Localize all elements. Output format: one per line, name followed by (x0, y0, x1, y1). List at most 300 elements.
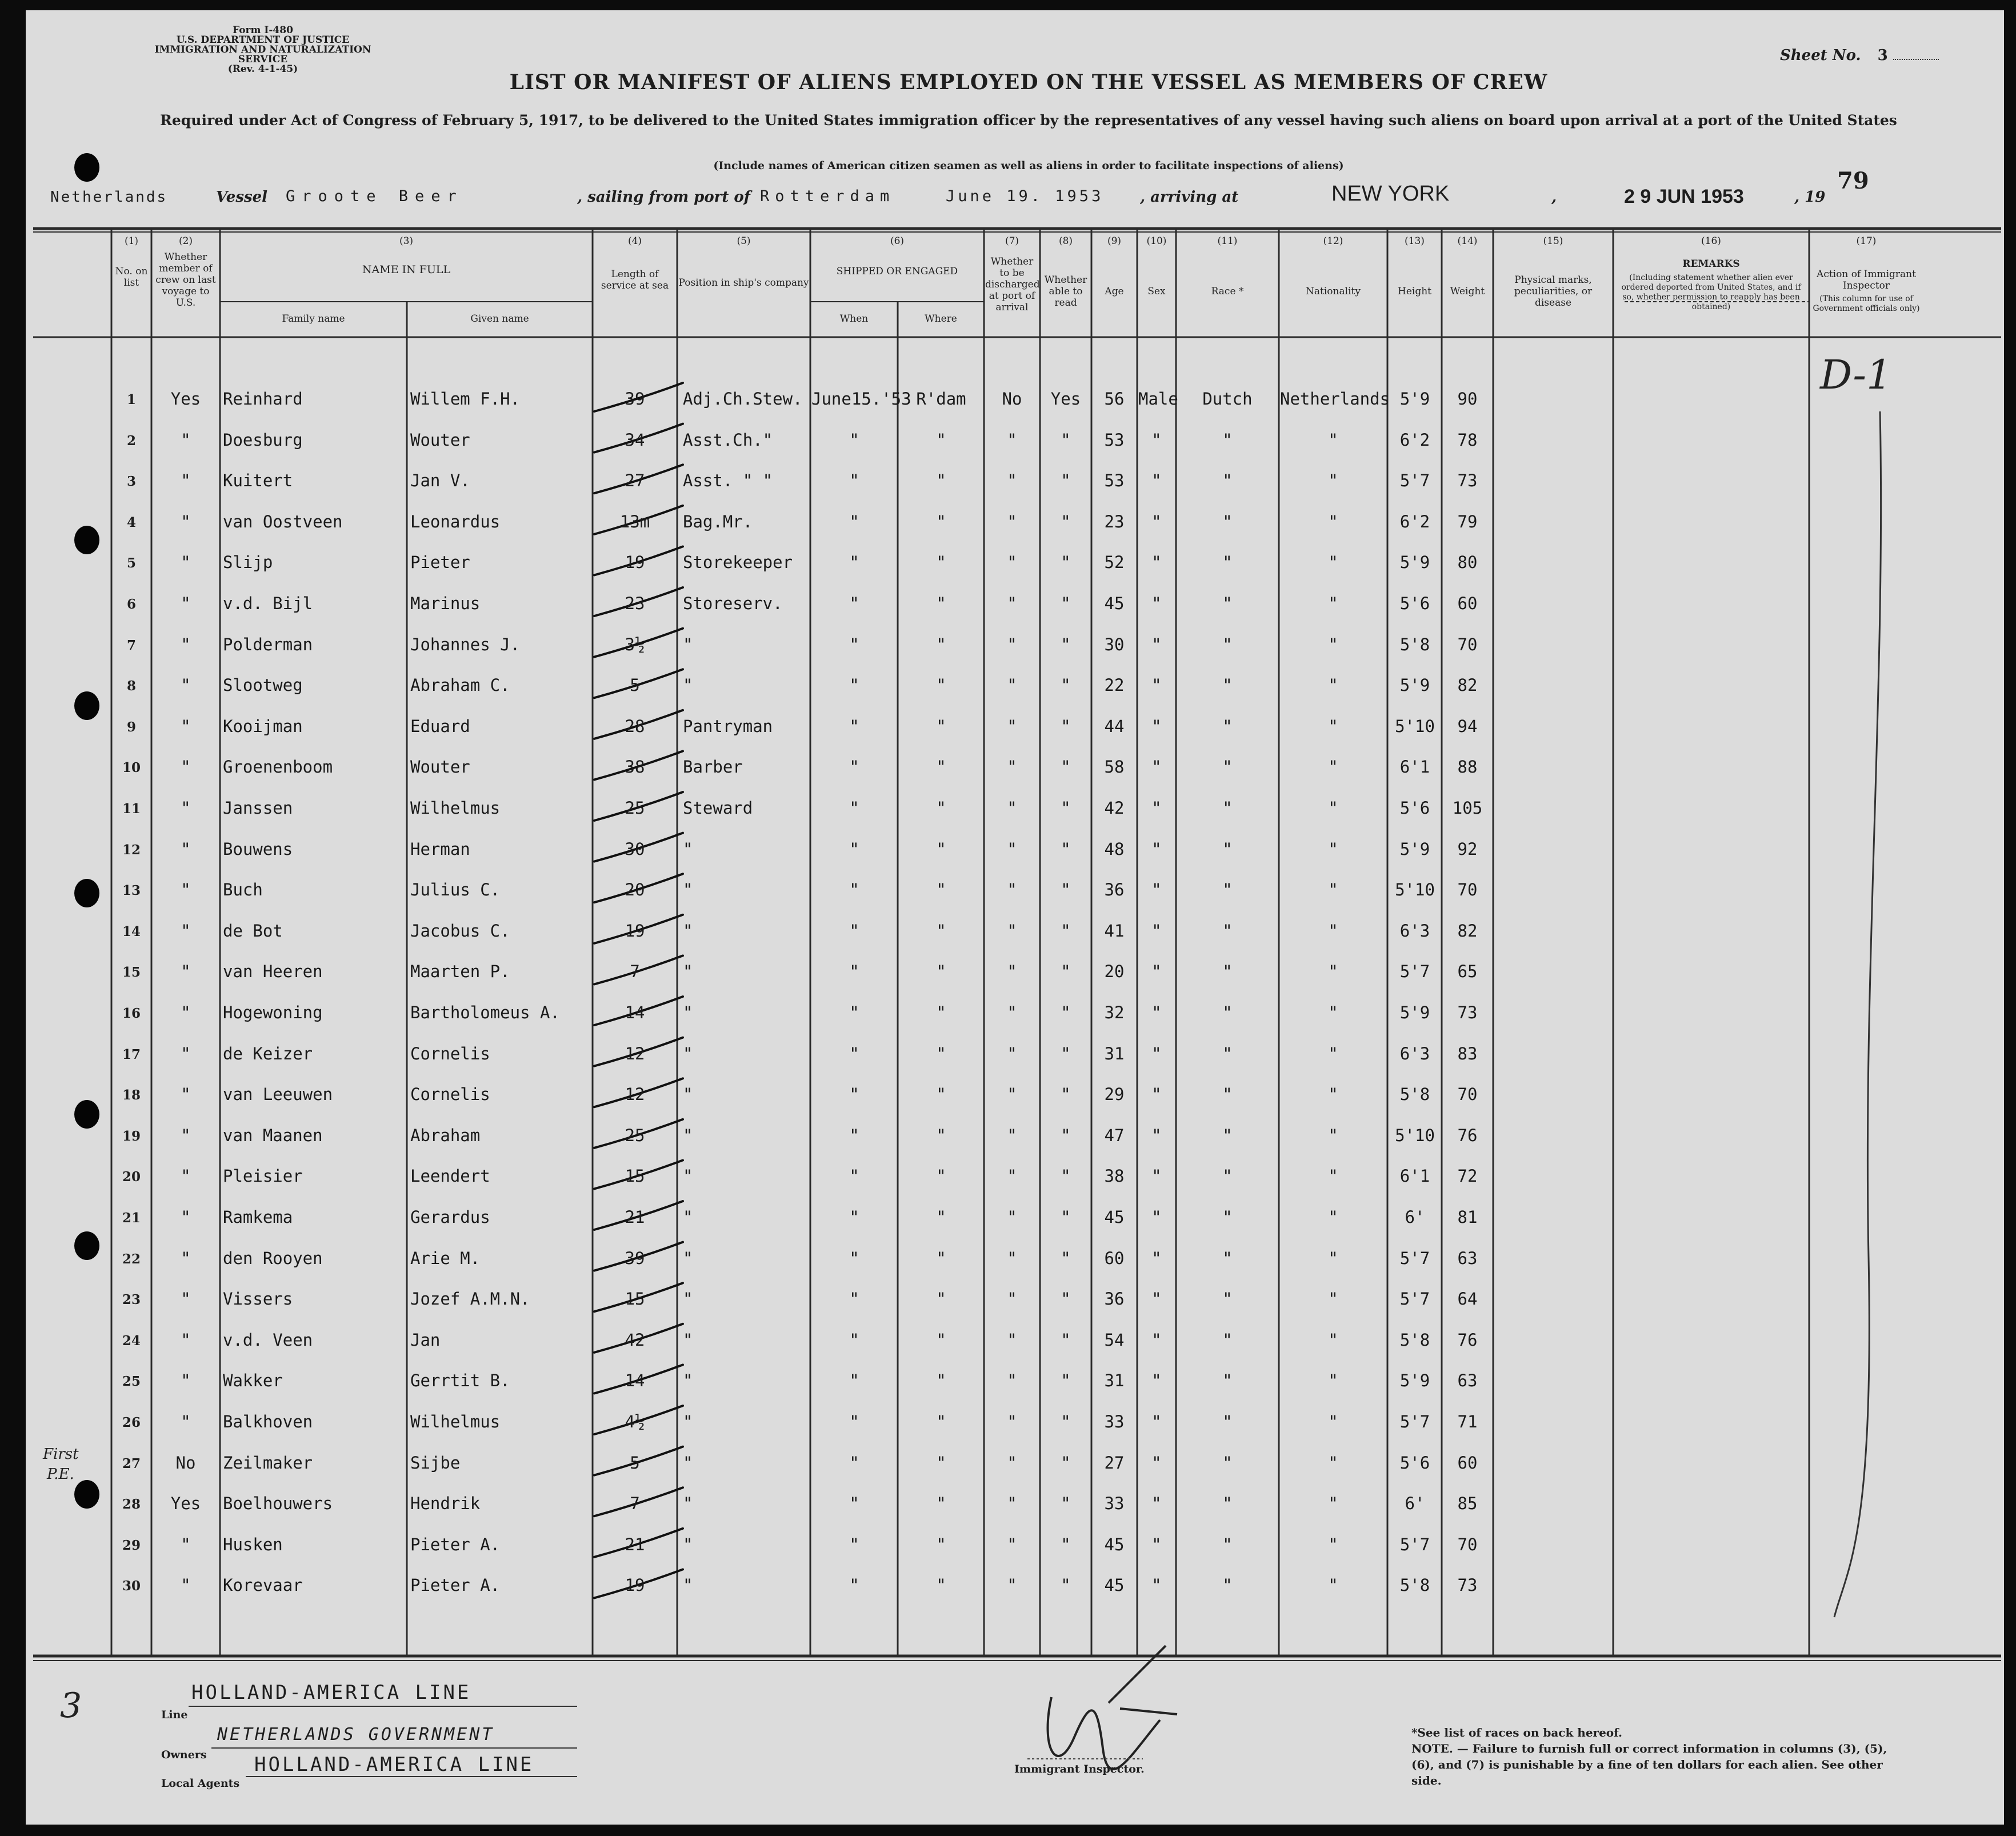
vessel-name: Groote Beer (286, 187, 463, 205)
cell-disch: " (1007, 1248, 1017, 1268)
cell-read: " (1061, 1575, 1071, 1595)
cell-age: 52 (1104, 553, 1125, 573)
col-num-11: (11) (1217, 235, 1238, 247)
cell-crew: " (181, 1371, 191, 1391)
cell-weight: 76 (1457, 1125, 1478, 1145)
instruction-note: (Include names of American citizen seamen as well as aliens in order to facilitate inspections of aliens) (713, 159, 1344, 172)
cell-read: " (1061, 1248, 1071, 1268)
cell-read: " (1061, 1494, 1071, 1514)
cell-where: " (936, 1207, 946, 1227)
cell-height: 6'3 (1399, 1043, 1430, 1063)
cell-crew: No (175, 1453, 196, 1473)
sheet-label: Sheet No. (1780, 47, 1861, 64)
cell-length: 12 (625, 1043, 645, 1063)
cell-where: " (936, 430, 946, 450)
cell-position: " (683, 1207, 693, 1227)
header-when: When (839, 313, 869, 325)
cell-family: Hogewoning (223, 1003, 323, 1022)
cell-sex: " (1151, 594, 1162, 613)
cell-when: " (849, 471, 859, 491)
cell-crew: " (181, 798, 191, 818)
cell-race: " (1222, 839, 1233, 859)
cell-disch: " (1007, 1207, 1017, 1227)
cell-nat: " (1328, 1125, 1338, 1145)
cell-disch: " (1007, 716, 1017, 736)
cell-length: 34 (625, 430, 645, 450)
cell-age: 36 (1104, 1289, 1125, 1309)
cell-length: 7 (630, 1494, 640, 1514)
cell-when: " (849, 757, 859, 777)
cell-length: 38 (625, 757, 645, 777)
binder-hole (74, 879, 99, 907)
cell-position: " (683, 1043, 693, 1063)
cell-race: " (1222, 634, 1233, 654)
cell-height: 6'1 (1399, 757, 1430, 777)
line-label: Line (161, 1709, 188, 1721)
cell-crew: " (181, 1534, 191, 1554)
action-mark: D-1 (1820, 351, 1892, 398)
cell-length: 15 (625, 1166, 645, 1186)
cell-where: " (936, 962, 946, 982)
header-family-name: Family name (282, 313, 345, 325)
cell-crew: " (181, 1289, 191, 1309)
row-number: 30 (122, 1578, 141, 1594)
cell-family: Slootweg (223, 675, 303, 695)
cell-height: 5'7 (1399, 1248, 1430, 1268)
cell-race: " (1222, 1575, 1233, 1595)
cell-position: Asst.Ch." (683, 430, 773, 450)
cell-nat: " (1328, 962, 1338, 982)
header-sex: Sex (1147, 286, 1166, 297)
cell-length: 28 (625, 716, 645, 736)
cell-where: " (936, 634, 946, 654)
cell-nat: " (1328, 1412, 1338, 1431)
cell-sex: " (1151, 675, 1162, 695)
cell-height: 6'3 (1399, 921, 1430, 941)
cell-weight: 63 (1457, 1371, 1478, 1391)
cell-position: " (683, 1289, 693, 1309)
cell-nat: " (1328, 1085, 1338, 1105)
cell-given: Abraham (410, 1125, 481, 1145)
cell-where: " (936, 757, 946, 777)
cell-crew: " (181, 1412, 191, 1431)
cell-nat: " (1328, 511, 1338, 531)
cell-when: " (849, 594, 859, 613)
cell-length: 7 (630, 962, 640, 982)
header-nationality: Nationality (1306, 286, 1361, 297)
cell-where: " (936, 675, 946, 695)
cell-position: " (683, 1534, 693, 1554)
cell-age: 53 (1104, 471, 1125, 491)
cell-given: Arie M. (410, 1248, 481, 1268)
row-number: 2 (126, 433, 136, 449)
cell-given: Pieter (410, 553, 470, 573)
cell-crew: " (181, 716, 191, 736)
cell-crew: " (181, 1166, 191, 1186)
header-remarks: REMARKS (1682, 258, 1740, 270)
cell-family: den Rooyen (223, 1248, 323, 1268)
cell-race: " (1222, 1494, 1233, 1514)
cell-age: 27 (1104, 1453, 1125, 1473)
cell-disch: " (1007, 1085, 1017, 1105)
cell-length: 25 (625, 1125, 645, 1145)
header-no-on-list: No. on list (115, 266, 148, 289)
cell-sex: " (1151, 1248, 1162, 1268)
cell-nat: " (1328, 798, 1338, 818)
cell-age: 45 (1104, 1534, 1125, 1554)
page-code: 79 (1837, 167, 1869, 194)
cell-height: 6'1 (1399, 1166, 1430, 1186)
cell-given: Eduard (410, 716, 470, 736)
cell-race: " (1222, 1453, 1233, 1473)
cell-read: " (1061, 1125, 1071, 1145)
cell-weight: 60 (1457, 1453, 1478, 1473)
cell-given: Pieter A. (410, 1534, 501, 1554)
row-number: 25 (122, 1374, 141, 1390)
cell-position: " (683, 962, 693, 982)
row-number: 26 (122, 1415, 141, 1430)
col-num-13: (13) (1405, 235, 1425, 247)
cell-read: " (1061, 1453, 1071, 1473)
cell-read: " (1061, 1330, 1071, 1350)
cell-sex: " (1151, 1371, 1162, 1391)
cell-given: Hendrik (410, 1494, 481, 1514)
cell-crew: " (181, 553, 191, 573)
form-header (134, 26, 391, 74)
cell-position: " (683, 1166, 693, 1186)
cell-disch: " (1007, 962, 1017, 982)
cell-crew: " (181, 1085, 191, 1105)
cell-family: de Bot (223, 921, 283, 941)
cell-crew: " (181, 1125, 191, 1145)
col-num-16: (16) (1701, 235, 1721, 247)
cell-sex: " (1151, 1207, 1162, 1227)
cell-given: Gerrtit B. (410, 1371, 510, 1391)
cell-read: " (1061, 1207, 1071, 1227)
cell-family: Buch (223, 880, 263, 900)
cell-height: 6'2 (1399, 430, 1430, 450)
binder-hole (74, 1480, 99, 1509)
footnote-races: *See list of races on back hereof. (1411, 1726, 1623, 1739)
cell-position: " (683, 1575, 693, 1595)
row-number: 10 (122, 760, 141, 776)
row-number: 21 (122, 1210, 141, 1226)
cell-weight: 73 (1457, 1575, 1478, 1595)
cell-position: " (683, 1453, 693, 1473)
cell-length: 21 (625, 1207, 645, 1227)
cell-family: v.d. Bijl (223, 594, 313, 613)
cell-length: 20 (625, 880, 645, 900)
header-physical-marks: Physical marks, peculiarities, or disease (1514, 274, 1593, 309)
corner-mark: 3 (60, 1686, 82, 1726)
cell-race: " (1222, 716, 1233, 736)
cell-family: v.d. Veen (223, 1330, 313, 1350)
cell-nat: " (1328, 1289, 1338, 1309)
cell-disch: " (1007, 1494, 1017, 1514)
cell-disch: " (1007, 757, 1017, 777)
owners-label: Owners (161, 1749, 207, 1761)
cell-nat: " (1328, 430, 1338, 450)
row-number: 24 (122, 1333, 141, 1349)
cell-given: Wouter (410, 430, 470, 450)
cell-race: " (1222, 1371, 1233, 1391)
cell-where: " (936, 1085, 946, 1105)
cell-read: " (1061, 1043, 1071, 1063)
col-num-10: (10) (1146, 235, 1167, 247)
cell-where: " (936, 716, 946, 736)
cell-position: " (683, 1330, 693, 1350)
cell-weight: 72 (1457, 1166, 1478, 1186)
cell-sex: " (1151, 471, 1162, 491)
cell-nat: " (1328, 1534, 1338, 1554)
cell-disch: " (1007, 1575, 1017, 1595)
flag-country: Netherlands (50, 189, 168, 206)
cell-given: Jozef A.M.N. (410, 1289, 530, 1309)
cell-read: " (1061, 1003, 1071, 1022)
cell-when: " (849, 1166, 859, 1186)
cell-sex: " (1151, 1003, 1162, 1022)
cell-nat: " (1328, 594, 1338, 613)
cell-nat: " (1328, 675, 1338, 695)
cell-height: 5'6 (1399, 594, 1430, 613)
col-num-3: (3) (399, 235, 414, 247)
cell-family: Kuitert (223, 471, 293, 491)
cell-family: van Oostveen (223, 511, 343, 531)
cell-nat: " (1328, 839, 1338, 859)
cell-when: " (849, 430, 859, 450)
cell-sex: " (1151, 1043, 1162, 1063)
departure-port: Rotterdam (760, 187, 895, 205)
sailing-label: , sailing from port of (577, 189, 750, 206)
cell-given: Wilhelmus (410, 798, 501, 818)
cell-sex: " (1151, 1330, 1162, 1350)
cell-sex: " (1151, 798, 1162, 818)
cell-given: Bartholomeus A. (410, 1003, 560, 1022)
cell-disch: " (1007, 839, 1017, 859)
cell-sex: " (1151, 1453, 1162, 1473)
cell-when: " (849, 553, 859, 573)
cell-read: " (1061, 471, 1071, 491)
cell-disch: " (1007, 675, 1017, 695)
header-shipped-engaged: SHIPPED OR ENGAGED (836, 266, 958, 277)
cell-crew: " (181, 675, 191, 695)
cell-race: " (1222, 1330, 1233, 1350)
cell-when: " (849, 1289, 859, 1309)
cell-age: 23 (1104, 511, 1125, 531)
cell-when: " (849, 921, 859, 941)
cell-race: " (1222, 471, 1233, 491)
cell-height: 6'2 (1399, 511, 1430, 531)
cell-age: 31 (1104, 1371, 1125, 1391)
cell-given: Leendert (410, 1166, 490, 1186)
row-number: 22 (122, 1251, 141, 1267)
cell-weight: 70 (1457, 634, 1478, 654)
row-number: 12 (122, 842, 141, 858)
agents-label: Local Agents (161, 1777, 240, 1790)
cell-disch: " (1007, 634, 1017, 654)
cell-position: " (683, 634, 693, 654)
header-name-in-full: NAME IN FULL (362, 263, 451, 276)
cell-disch: " (1007, 798, 1017, 818)
arrival-port: NEW YORK (1331, 182, 1450, 206)
cell-read: " (1061, 430, 1071, 450)
cell-disch: " (1007, 511, 1017, 531)
cell-race: " (1222, 1534, 1233, 1554)
header-where: Where (925, 313, 957, 325)
cell-length: 5 (630, 675, 640, 695)
cell-when: " (849, 1330, 859, 1350)
col-num-1: (1) (124, 235, 139, 247)
margin-note-pe: P.E. (47, 1466, 74, 1483)
cell-disch: " (1007, 1166, 1017, 1186)
col-num-17: (17) (1856, 235, 1877, 247)
col-num-5: (5) (737, 235, 751, 247)
cell-where: " (936, 1289, 946, 1309)
cell-position: " (683, 1494, 693, 1514)
cell-weight: 82 (1457, 921, 1478, 941)
cell-length: 19 (625, 921, 645, 941)
cell-given: Herman (410, 839, 470, 859)
header-given-name: Given name (470, 313, 529, 325)
cell-weight: 92 (1457, 839, 1478, 859)
col-num-14: (14) (1457, 235, 1478, 247)
cell-age: 22 (1104, 675, 1125, 695)
cell-when: " (849, 1371, 859, 1391)
cell-weight: 63 (1457, 1248, 1478, 1268)
cell-position: " (683, 1125, 693, 1145)
cell-age: 30 (1104, 634, 1125, 654)
cell-height: 5'7 (1399, 1289, 1430, 1309)
service-name: IMMIGRATION AND NATURALIZATION SERVICE (154, 44, 371, 65)
cell-length: 19 (625, 553, 645, 573)
cell-position: " (683, 1085, 693, 1105)
cell-age: 31 (1104, 1043, 1125, 1063)
cell-where: " (936, 594, 946, 613)
cell-given: Wilhelmus (410, 1412, 501, 1431)
binder-hole (74, 1231, 99, 1260)
cell-height: 5'9 (1399, 389, 1430, 409)
cell-weight: 105 (1452, 798, 1483, 818)
cell-disch: " (1007, 1289, 1017, 1309)
cell-disch: " (1007, 880, 1017, 900)
cell-position: Storeserv. (683, 594, 783, 613)
row-number: 11 (122, 801, 141, 817)
cell-height: 5'10 (1395, 716, 1435, 736)
cell-where: " (936, 1371, 946, 1391)
cell-crew: " (181, 880, 191, 900)
cell-position: Storekeeper (683, 553, 793, 573)
cell-height: 6' (1405, 1494, 1425, 1514)
sheet-value: 3 (1877, 47, 1888, 64)
cell-when: " (849, 511, 859, 531)
page-subtitle: Required under Act of Congress of February 5, 1917, to be delivered to the United States immigration officer by the representatives of any vessel having such aliens on board upon arrival at a port of the United States (160, 112, 1897, 129)
cell-position: Barber (683, 757, 743, 777)
cell-disch: " (1007, 1043, 1017, 1063)
cell-age: 32 (1104, 1003, 1125, 1022)
row-number: 7 (126, 637, 136, 653)
cell-age: 41 (1104, 921, 1125, 941)
cell-weight: 81 (1457, 1207, 1478, 1227)
cell-race: Dutch (1202, 389, 1253, 409)
cell-position: Adj.Ch.Stew. (683, 389, 803, 409)
form-revision: (Rev. 4-1-45) (227, 63, 298, 75)
cell-sex: " (1151, 839, 1162, 859)
cell-height: 6' (1405, 1207, 1425, 1227)
cell-age: 58 (1104, 757, 1125, 777)
header-able-read: Whether able to read (1044, 274, 1087, 309)
cell-when: June15.'53 (811, 389, 911, 409)
cell-weight: 82 (1457, 675, 1478, 695)
cell-race: " (1222, 757, 1233, 777)
cell-weight: 90 (1457, 389, 1478, 409)
cell-family: Pleisier (223, 1166, 303, 1186)
cell-family: Ramkema (223, 1207, 293, 1227)
cell-family: van Maanen (223, 1125, 323, 1145)
cell-nat: " (1328, 1043, 1338, 1063)
cell-sex: " (1151, 1125, 1162, 1145)
cell-height: 5'6 (1399, 798, 1430, 818)
row-number: 28 (122, 1497, 141, 1513)
cell-race: " (1222, 1207, 1233, 1227)
cell-age: 33 (1104, 1494, 1125, 1514)
cell-height: 5'7 (1399, 1534, 1430, 1554)
cell-sex: " (1151, 511, 1162, 531)
row-number: 14 (122, 923, 141, 939)
cell-race: " (1222, 1125, 1233, 1145)
header-length-service: Length of service at sea (601, 269, 669, 291)
cell-given: Marinus (410, 594, 481, 613)
cell-length: 12 (625, 1085, 645, 1105)
cell-family: Zeilmaker (223, 1453, 313, 1473)
cell-when: " (849, 716, 859, 736)
cell-crew: " (181, 1575, 191, 1595)
cell-family: Groenenboom (223, 757, 333, 777)
cell-sex: " (1151, 1289, 1162, 1309)
cell-length: 19 (625, 1575, 645, 1595)
cell-family: Polderman (223, 634, 313, 654)
cell-age: 45 (1104, 1207, 1125, 1227)
cell-race: " (1222, 880, 1233, 900)
cell-read: Yes (1050, 389, 1081, 409)
cell-length: 30 (625, 839, 645, 859)
cell-weight: 76 (1457, 1330, 1478, 1350)
cell-family: Korevaar (223, 1575, 303, 1595)
cell-where: " (936, 1003, 946, 1022)
cell-read: " (1061, 798, 1071, 818)
cell-where: " (936, 921, 946, 941)
cell-disch: " (1007, 1453, 1017, 1473)
cell-crew: " (181, 1330, 191, 1350)
cell-height: 5'9 (1399, 553, 1430, 573)
cell-position: " (683, 880, 693, 900)
cell-weight: 60 (1457, 594, 1478, 613)
cell-given: Gerardus (410, 1207, 490, 1227)
cell-nat: " (1328, 757, 1338, 777)
col-num-6: (6) (890, 235, 905, 247)
header-remarks-note: (Including statement whether alien ever ordered deported from United States, and if so, whether permission to reapply has been obtained) (1621, 273, 1801, 311)
cell-where: " (936, 839, 946, 859)
header-action: Action of Immigrant Inspector (1817, 269, 1916, 291)
cell-race: " (1222, 1166, 1233, 1186)
cell-age: 20 (1104, 962, 1125, 982)
row-number: 8 (126, 678, 136, 694)
cell-position: " (683, 1248, 693, 1268)
header-crew-last-voyage: Whether member of crew on last voyage to U.S. (155, 251, 216, 309)
cell-nat: " (1328, 471, 1338, 491)
cell-where: " (936, 1494, 946, 1514)
cell-given: Maarten P. (410, 962, 510, 982)
cell-where: R'dam (916, 389, 966, 409)
